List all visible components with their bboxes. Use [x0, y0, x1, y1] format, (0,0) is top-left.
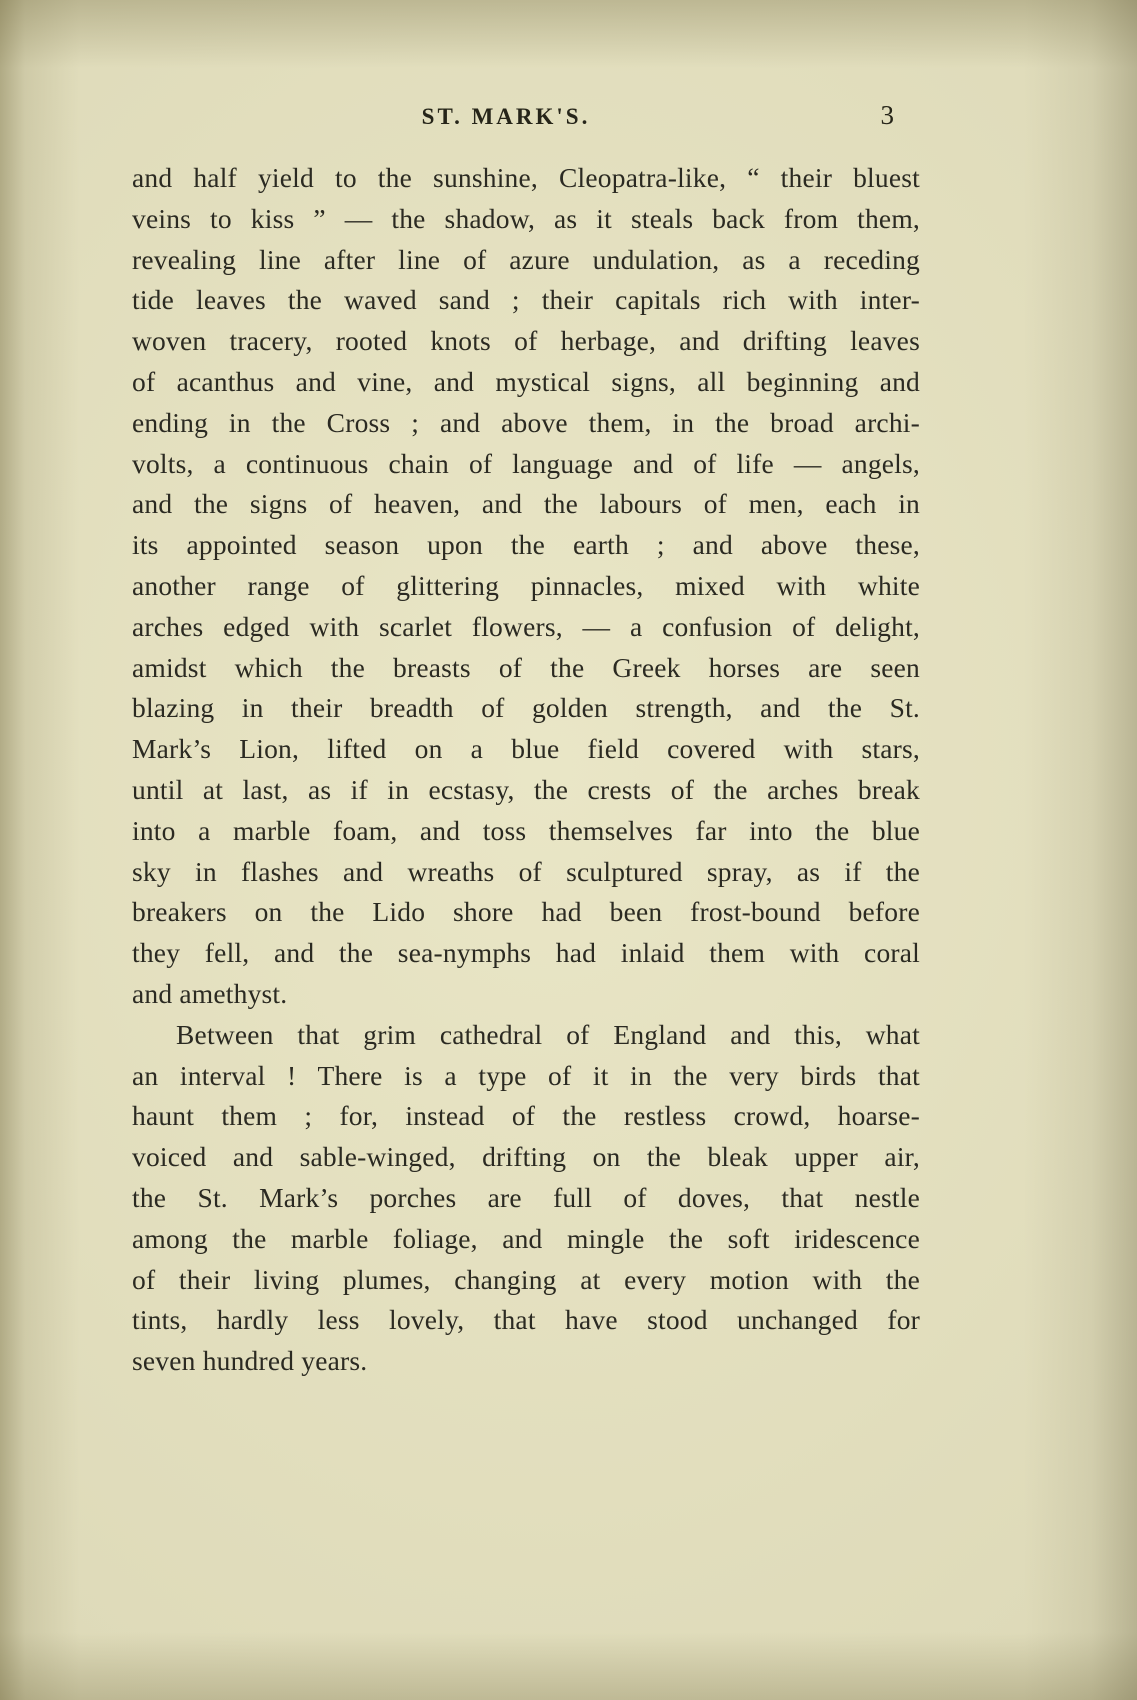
- text-line: volts, a continuous chain of language and of life — angels,: [132, 447, 920, 479]
- text-line: breakers on the Lido shore had been frost-bound before: [132, 896, 920, 928]
- text-line: of their living plumes, changing at every motion with the: [132, 1263, 920, 1295]
- text-line: the St. Mark’s porches are full of doves, that nestle: [132, 1181, 920, 1213]
- text-line: another range of glittering pinnacles, mixed with white: [132, 569, 920, 601]
- page-title: ST. MARK'S.: [421, 104, 591, 129]
- page-header: [132, 100, 920, 142]
- text-line: haunt them ; for, instead of the restless crowd, hoarse-: [132, 1100, 920, 1132]
- text-line: blazing in their breadth of golden strength, and the St.: [132, 692, 920, 724]
- text-line: seven hundred years.: [132, 1345, 368, 1377]
- text-line: sky in flashes and wreaths of sculptured spray, as if the: [132, 855, 920, 887]
- text-line: until at last, as if in ecstasy, the crests of the arches break: [132, 773, 920, 805]
- text-line: of acanthus and vine, and mystical signs, all beginning and: [132, 365, 920, 397]
- paragraph: [132, 1015, 920, 1382]
- text-line: an interval ! There is a type of it in the very birds that: [132, 1059, 920, 1091]
- text-line: among the marble foliage, and mingle the soft iridescence: [132, 1222, 920, 1254]
- page-number: 3: [880, 100, 894, 130]
- text-line: voiced and sable-winged, drifting on the bleak upper air,: [132, 1141, 920, 1173]
- text-line: Between that grim cathedral of England and this, what: [176, 1018, 920, 1050]
- text-line: into a marble foam, and toss themselves far into the blue: [132, 814, 920, 846]
- text-line: and the signs of heaven, and the labours of men, each in: [132, 488, 920, 520]
- text-line: ending in the Cross ; and above them, in the broad archi-: [132, 406, 920, 438]
- text-line: and amethyst.: [132, 977, 288, 1009]
- text-line: and half yield to the sunshine, Cleopatra-like, “ their bluest: [132, 162, 920, 193]
- text-line: arches edged with scarlet flowers, — a confusion of delight,: [132, 610, 920, 642]
- text-line: tints, hardly less lovely, that have stood unchanged for: [132, 1304, 920, 1336]
- text-line: its appointed season upon the earth ; and above these,: [132, 529, 920, 561]
- text-line: veins to kiss ” — the shadow, as it steals back from them,: [132, 202, 920, 234]
- body-text: [132, 158, 920, 1382]
- text-line: they fell, and the sea-nymphs had inlaid them with coral: [132, 937, 920, 969]
- text-line: tide leaves the waved sand ; their capitals rich with inter-: [132, 284, 920, 316]
- paragraph: [132, 158, 920, 1015]
- text-line: woven tracery, rooted knots of herbage, and drifting leaves: [132, 325, 920, 357]
- text-line: Mark’s Lion, lifted on a blue field covered with stars,: [132, 733, 920, 765]
- text-line: amidst which the breasts of the Greek horses are seen: [132, 651, 920, 683]
- text-line: revealing line after line of azure undulation, as a receding: [132, 243, 920, 275]
